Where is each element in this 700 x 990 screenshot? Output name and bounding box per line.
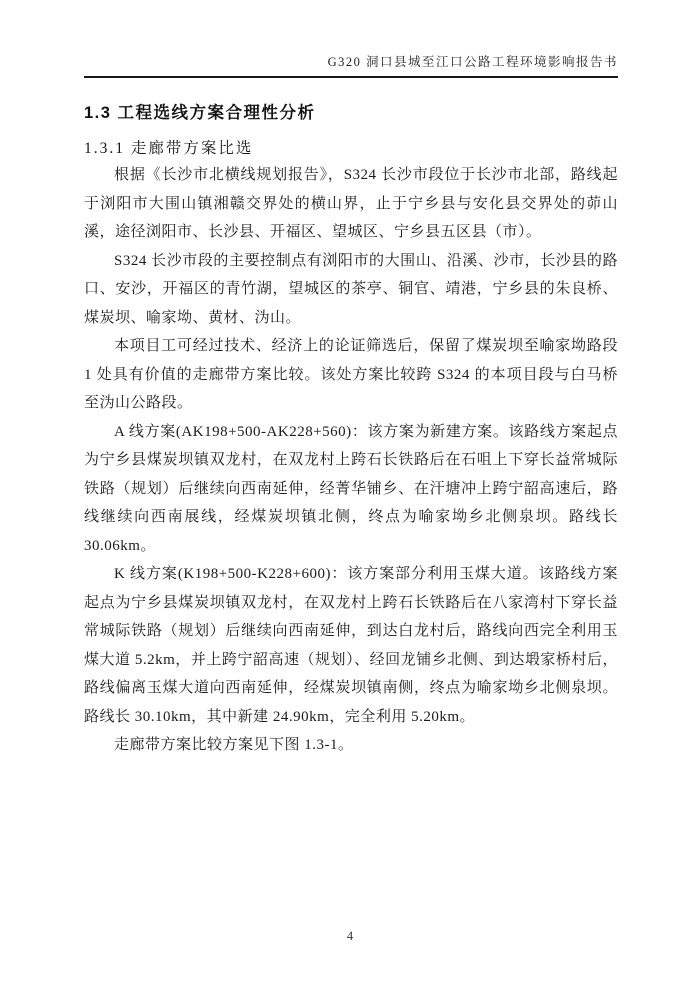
section-heading: 1.3 工程选线方案合理性分析 [84,104,316,122]
page-footer [0,929,700,944]
paragraph-intro: 根据《长沙市北横线规划报告》，S324 长沙市段位于长沙市北部，路线起于浏阳市大围山镇湘赣交界处的横山界，止于宁乡县与安化县交界处的茆山溪，途径浏阳市、长沙县、开福区、望城区、宁乡县五区县（市）。 [84,167,618,240]
subsection-heading: 1.3.1 走廊带方案比选 [84,140,254,157]
paragraph-figure-reference: 走廊带方案比较方案见下图 1.3-1。 [114,737,354,753]
paragraph-control-points: S324 长沙市段的主要控制点有浏阳市的大围山、沿溪、沙市，长沙县的路口、安沙，开福区的青竹湖，望城区的茶亭、铜官、靖港，宁乡县的朱良桥、煤炭坝、喻家坳、黄材、沩山。 [84,252,618,326]
page-number: 4 [346,929,354,943]
header-title: G320 洞口县城至江口公路工程环境影响报告书 [327,55,618,69]
paragraph-route-a: A 线方案(AK198+500-AK228+560)：该方案为新建方案。该路线方案起点为宁乡县煤炭坝镇双龙村，在双龙村上跨石长铁路后在石咀上下穿长益常城际铁路（规划）后继续向西南延伸，经菁华铺乡、在汗塘冲上跨宁韶高速后，路线继续向西南展线，经煤炭坝镇北侧，终点为喻家坳乡北侧泉坝。路线长 30.06km。 [84,423,618,554]
header-rule [84,76,618,78]
page-header [84,0,618,70]
paragraph-screening: 本项目工可经过技术、经济上的论证筛选后，保留了煤炭坝至喻家坳路段 1 处具有价值的走廊带方案比较。该处方案比较跨 S324 的本项目段与白马桥至沩山公路段。 [84,338,618,411]
paragraph-route-k: K 线方案(K198+500-K228+600)：该方案部分利用玉煤大道。该路线方案起点为宁乡县煤炭坝镇双龙村，在双龙村上跨石长铁路后在八家湾村下穿长益常城际铁路（规划）后继续向西南延伸，到达白龙村后，路线向西完全利用玉煤大道 5.2km，并上跨宁韶高速（规划）、经回龙铺乡北侧、到达塅家桥村后，路线偏离玉煤大道向西南延伸，经煤炭坝镇南侧，终点为喻家坳乡北侧泉坝。路线长 30.10km，其中新建 24.90km，完全利用 5.20km。 [84,566,618,725]
document-body [84,99,618,760]
